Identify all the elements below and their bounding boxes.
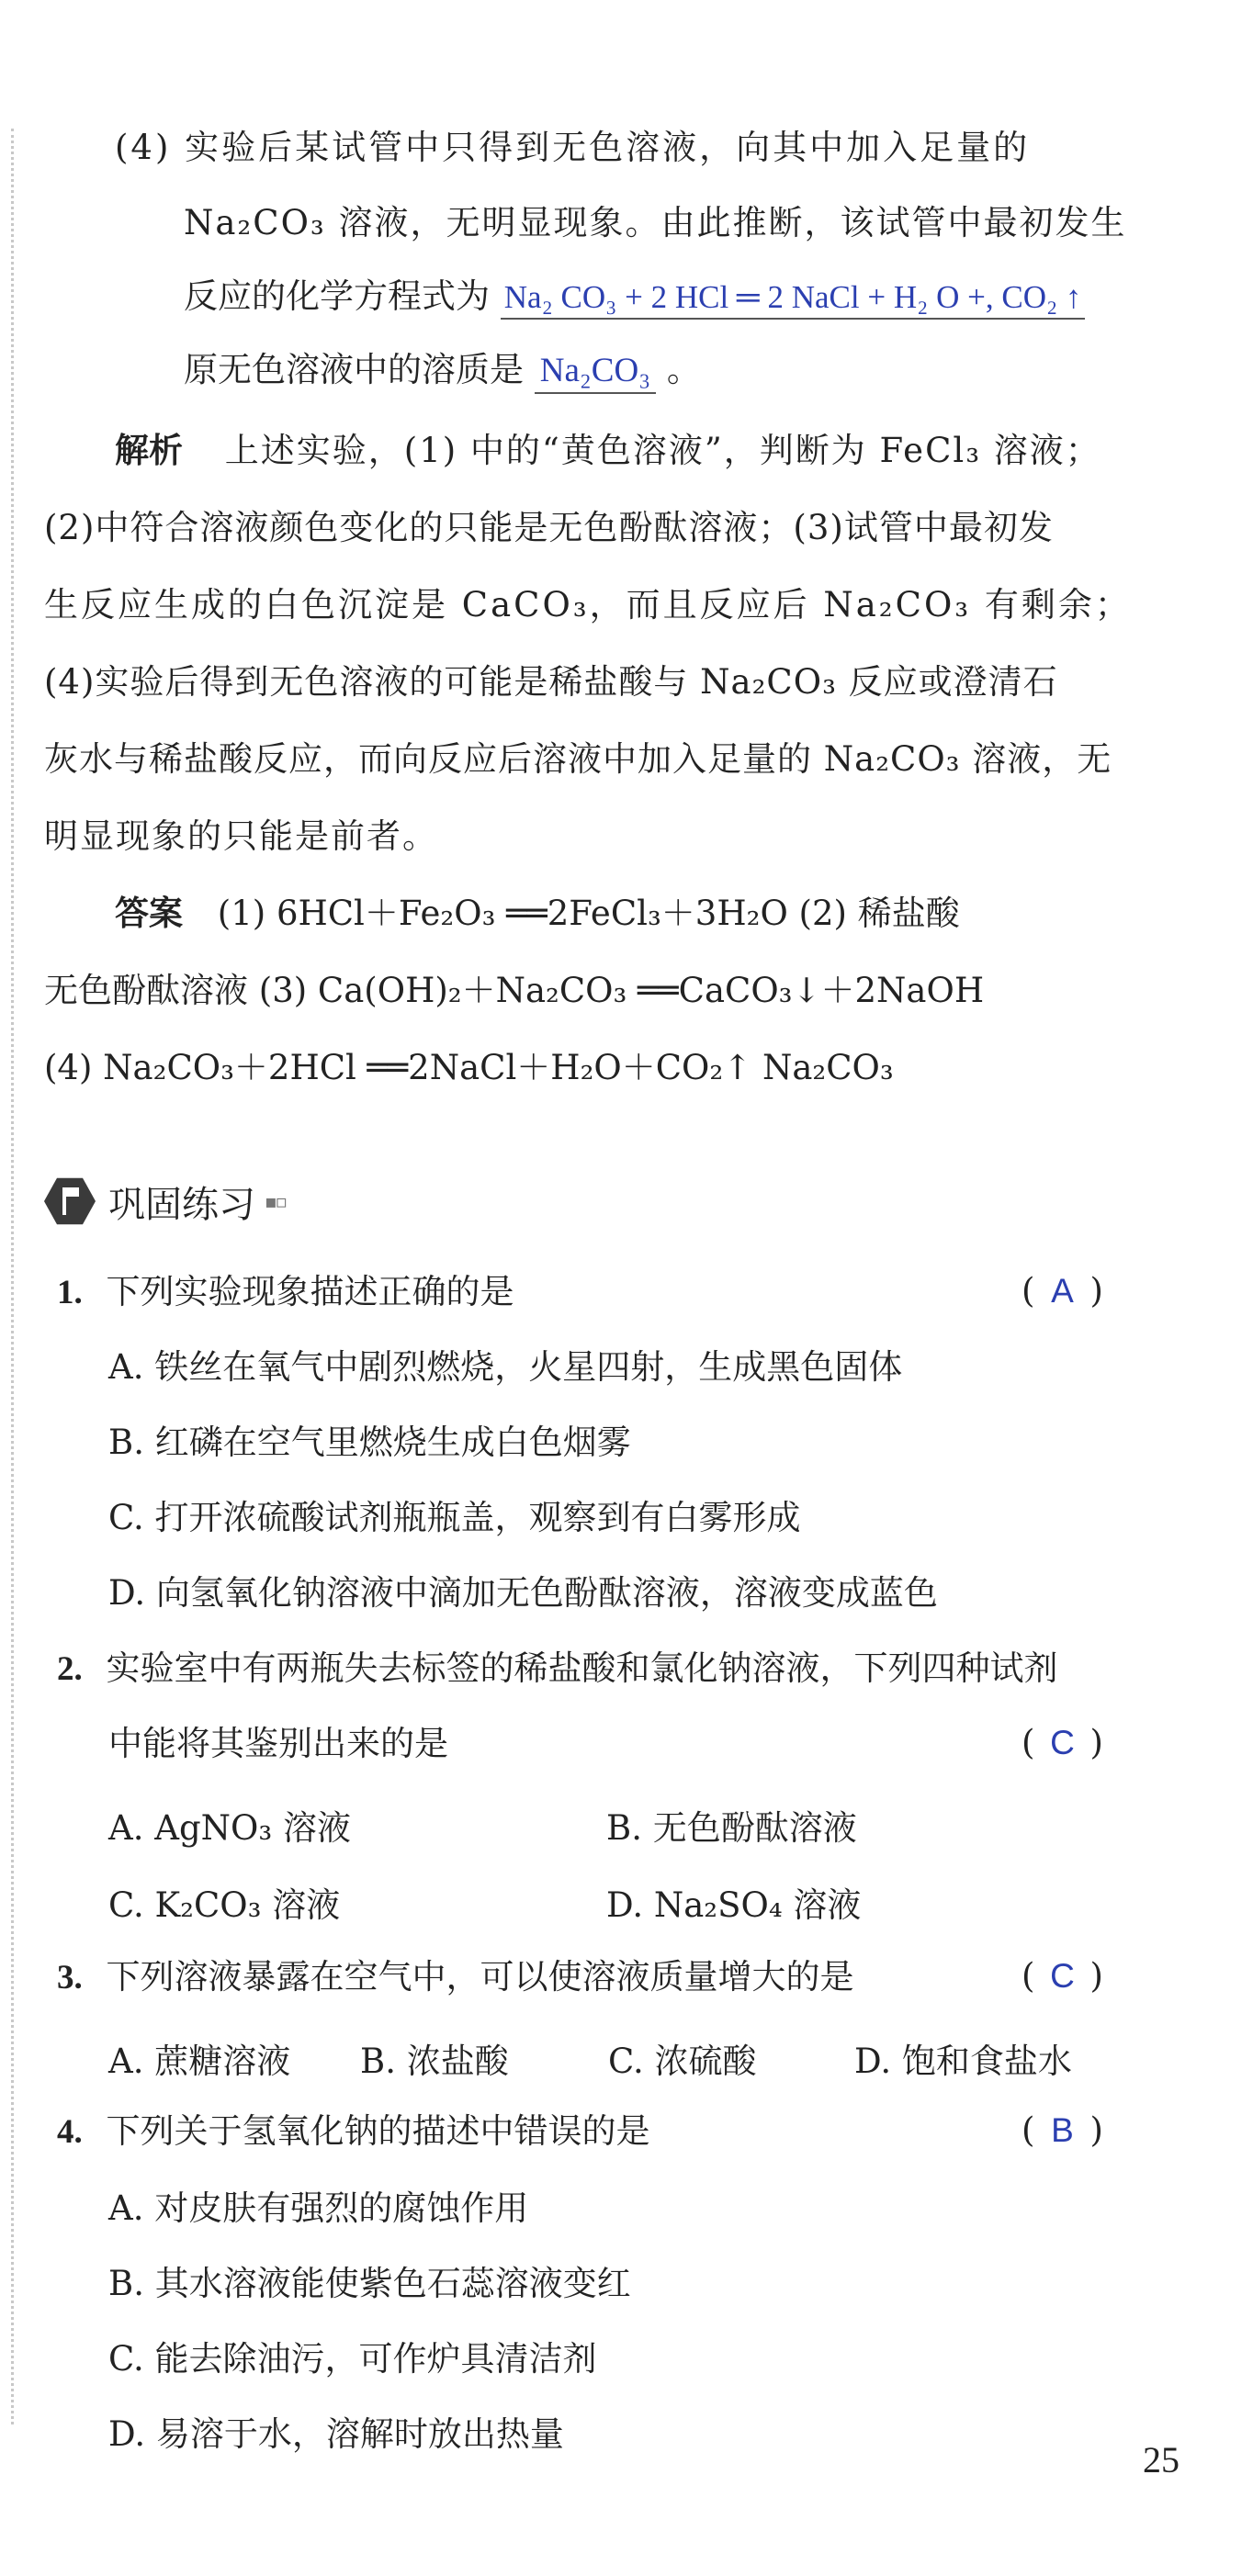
q3-option-c: C. 浓硫酸 xyxy=(608,2042,757,2081)
question-1-answer: A xyxy=(1051,1272,1074,1310)
analysis-label: 解析 xyxy=(115,431,183,470)
analysis-line-5: 灰水与稀盐酸反应，而向反应后溶液中加入足量的 Na₂CO₃ 溶液，无 xyxy=(44,739,1112,779)
q1-option-a: A. 铁丝在氧气中剧烈燃烧，火星四射，生成黑色固体 xyxy=(108,1347,903,1387)
part4-line4-suffix: 。 xyxy=(666,350,701,389)
q4-option-b: B. 其水溶液能使紫色石蕊溶液变红 xyxy=(108,2264,631,2303)
question-2-answer: C xyxy=(1050,1724,1075,1761)
part4-line4 xyxy=(184,349,701,394)
part4-line3 xyxy=(184,276,1085,320)
answer-label: 答案 xyxy=(115,894,183,933)
part4-line2: Na₂CO₃ 溶液，无明显现象。由此推断，该试管中最初发生 xyxy=(184,203,1127,242)
q4-option-d: D. 易溶于水，溶解时放出热量 xyxy=(108,2414,564,2454)
question-2-answer-box: ( C ) xyxy=(1022,1723,1103,1762)
part4-solute-answer: Na₂CO₃ xyxy=(535,350,656,394)
q2-option-a: A. AgNO₃ 溶液 xyxy=(108,1808,351,1848)
question-number: 2. xyxy=(57,1650,83,1688)
question-stem: 下列实验现象描述正确的是 xyxy=(106,1272,514,1311)
q1-option-b: B. 红磷在空气里燃烧生成白色烟雾 xyxy=(108,1423,631,1462)
q1-option-d: D. 向氢氧化钠溶液中滴加无色酚酞溶液，溶液变成蓝色 xyxy=(108,1573,938,1613)
part4-equation-answer: Na₂ CO₃ + 2 HCl ═ 2 NaCl + H₂ O +, CO₂ ↑ xyxy=(501,277,1086,320)
question-1 xyxy=(57,1271,514,1314)
question-stem: 下列关于氢氧化钠的描述中错误的是 xyxy=(106,2111,650,2151)
question-3-answer-box: ( C ) xyxy=(1022,1956,1103,1996)
q4-option-c: C. 能去除油污，可作炉具清洁剂 xyxy=(108,2339,597,2379)
answer-line-2: 无色酚酞溶液 (3) Ca(OH)₂＋Na₂CO₃ ══CaCO₃↓＋2NaOH xyxy=(44,971,985,1010)
q2-option-c: C. K₂CO₃ 溶液 xyxy=(108,1885,341,1925)
q3-option-b: B. 浓盐酸 xyxy=(360,2042,509,2081)
question-number: 1. xyxy=(57,1274,83,1311)
question-2-stem-cont: 中能将其鉴别出来的是 xyxy=(108,1724,448,1763)
question-3 xyxy=(57,1956,854,1999)
flag-icon xyxy=(44,1176,96,1227)
part4-line1: (4) 实验后某试管中只得到无色溶液，向其中加入足量的 xyxy=(115,128,1031,167)
analysis-line-4: (4)实验后得到无色溶液的可能是稀盐酸与 Na₂CO₃ 反应或澄清石 xyxy=(44,662,1058,702)
analysis-line-2: (2)中符合溶液颜色变化的只能是无色酚酞溶液；(3)试管中最初发 xyxy=(44,508,1054,547)
part4-line4-prefix: 原无色溶液中的溶质是 xyxy=(184,350,524,389)
q3-option-d: D. 饱和食盐水 xyxy=(854,2042,1072,2081)
question-number: 3. xyxy=(57,1959,83,1997)
q1-option-c: C. 打开浓硫酸试剂瓶瓶盖，观察到有白雾形成 xyxy=(108,1498,801,1537)
question-stem: 下列溶液暴露在空气中，可以使溶液质量增大的是 xyxy=(106,1957,854,1997)
analysis-line-3: 生反应生成的白色沉淀是 CaCO₃，而且反应后 Na₂CO₃ 有剩余； xyxy=(44,585,1132,624)
q2-option-b: B. 无色酚酞溶液 xyxy=(606,1808,857,1848)
analysis-line-6: 明显现象的只能是前者。 xyxy=(44,816,438,856)
decoration-icon: ▪▫ xyxy=(265,1190,287,1212)
question-2 xyxy=(57,1648,1058,1691)
page-number: 25 xyxy=(1143,2439,1180,2480)
question-4 xyxy=(57,2110,650,2154)
question-4-answer: B xyxy=(1051,2111,1074,2149)
q4-option-a: A. 对皮肤有强烈的腐蚀作用 xyxy=(108,2188,529,2228)
question-1-answer-box: ( A ) xyxy=(1022,1271,1103,1310)
answer-line-1: 答案 (1) 6HCl＋Fe₂O₃ ══2FeCl₃＋3H₂O (2) 稀盐酸 xyxy=(115,894,960,933)
part4-line3-prefix: 反应的化学方程式为 xyxy=(184,276,490,316)
q2-option-d: D. Na₂SO₄ 溶液 xyxy=(606,1885,862,1925)
section-heading xyxy=(44,1174,286,1229)
question-number: 4. xyxy=(57,2113,83,2151)
question-3-answer: C xyxy=(1050,1957,1075,1995)
question-4-answer-box: ( B ) xyxy=(1022,2110,1103,2150)
page-edge-dots xyxy=(11,129,14,2424)
analysis-line-1: 解析 上述实验，(1) 中的“黄色溶液”，判断为 FeCl₃ 溶液； xyxy=(115,431,1101,470)
question-stem: 实验室中有两瓶失去标签的稀盐酸和氯化钠溶液，下列四种试剂 xyxy=(106,1648,1058,1688)
section-title: 巩固练习 xyxy=(108,1183,255,1226)
q3-option-a: A. 蔗糖溶液 xyxy=(108,2042,291,2081)
answer-line-3: (4) Na₂CO₃＋2HCl ══2NaCl＋H₂O＋CO₂↑ Na₂CO₃ xyxy=(44,1048,894,1087)
